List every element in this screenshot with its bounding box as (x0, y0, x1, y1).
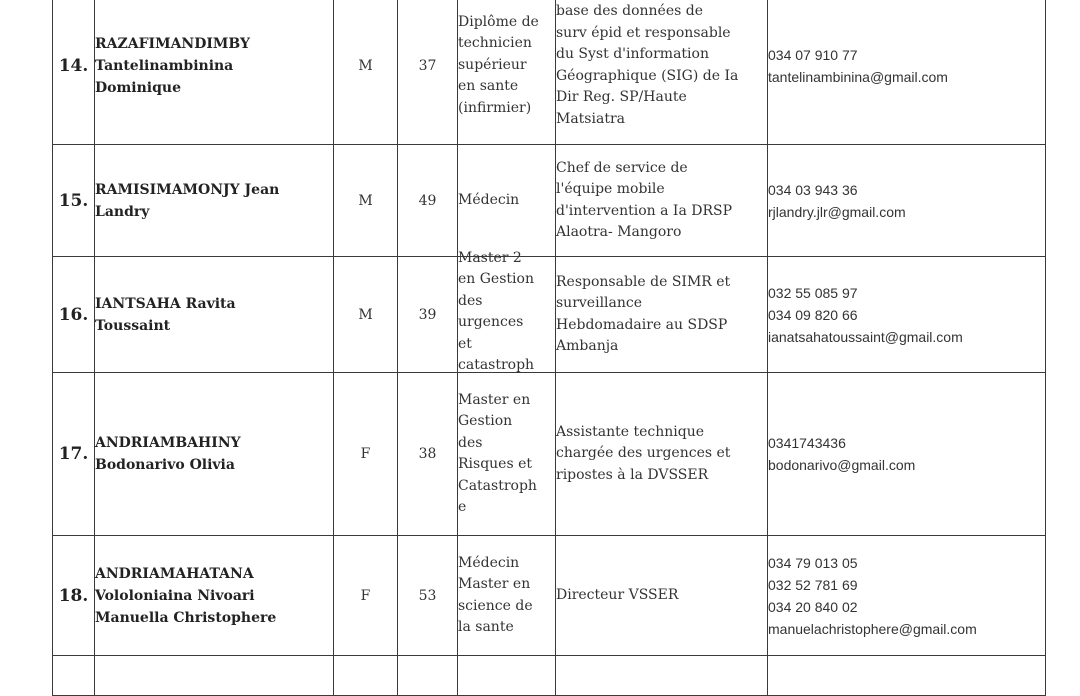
text-line: ANDRIAMAHATANA (95, 565, 254, 582)
empty-cell (768, 656, 1046, 696)
sex-cell: M (334, 257, 398, 373)
function-cell (556, 536, 768, 656)
text-line: ianatsahatoussaint@gmail.com (768, 328, 963, 345)
text-line: science de (458, 597, 533, 614)
sex-cell: F (334, 373, 398, 536)
text-line: Hebdomadaire au SDSP (556, 316, 728, 333)
contact-cell (768, 145, 1046, 257)
qualification-text (458, 390, 555, 519)
participant-name (95, 536, 334, 656)
function-text (556, 272, 767, 358)
text-line: manuelachristophere@gmail.com (768, 620, 977, 637)
text-line: Manuella Christophere (95, 609, 277, 626)
sex-cell: F (334, 536, 398, 656)
function-text (556, 585, 767, 607)
text-line: Médecin (458, 554, 520, 571)
contact-cell (768, 0, 1046, 145)
table-row (53, 257, 1046, 373)
text-line: urgences (458, 314, 524, 330)
text-line: Diplôme de (458, 13, 539, 30)
qualification-cell (458, 373, 556, 536)
text-line: catastroph (458, 357, 535, 373)
table-row (53, 0, 1046, 145)
age-cell: 53 (398, 536, 458, 656)
text-line: bodonarivo@gmail.com (768, 457, 916, 473)
function-text (556, 158, 767, 244)
text-line: Dir Reg. SP/Haute (556, 89, 687, 105)
row-number: 16. (53, 257, 95, 373)
table-row (53, 145, 1046, 257)
text-line: 0341743436 (768, 435, 846, 451)
text-line: technicien (458, 35, 532, 52)
text-line: rjlandry.jlr@gmail.com (768, 203, 906, 220)
qualification-cell (458, 249, 556, 373)
text-line: Ambanja (556, 338, 619, 354)
text-line: Landry (95, 203, 150, 220)
text-line: Alaotra- Mangoro (556, 224, 682, 240)
text-line: des (458, 292, 483, 309)
age-cell: 39 (398, 257, 458, 373)
text-line: 034 79 013 05 (768, 554, 858, 571)
function-cell (556, 373, 768, 536)
empty-cell (334, 656, 398, 696)
text-line: Chef de service de (556, 159, 688, 176)
text-line: ANDRIAMBAHINY (95, 435, 241, 451)
text-line: 032 55 085 97 (768, 284, 858, 301)
function-cell (556, 0, 768, 145)
qualification-text (458, 553, 555, 639)
text-line: en sante (458, 78, 519, 95)
text-line: surveillance (556, 295, 643, 311)
row-number: 14. (53, 0, 95, 145)
text-line: des (458, 434, 483, 451)
text-line: Assistante technique (556, 423, 705, 440)
function-text (556, 422, 767, 487)
function-cell (556, 145, 768, 257)
qualification-cell (458, 145, 556, 257)
text-line: IANTSAHA Ravita (95, 295, 236, 312)
qualification-cell (458, 536, 556, 656)
text-line: (infirmier) (458, 99, 532, 116)
text-line: Médecin (458, 191, 520, 208)
text-line: chargée des urgences et (556, 445, 731, 462)
sex-cell: M (334, 0, 398, 145)
text-line: Catastroph (458, 477, 537, 494)
participants-table (52, 0, 1046, 696)
text-line: Géographique (SIG) de Ia (556, 67, 739, 84)
text-line: 034 09 820 66 (768, 306, 858, 323)
row-number: 15. (53, 145, 95, 257)
text-line: Tantelinambinina (95, 57, 234, 74)
qualification-text (458, 190, 555, 212)
participant-name (95, 0, 334, 145)
age-cell: 37 (398, 0, 458, 145)
text-line: la sante (458, 619, 514, 635)
table-row-empty (53, 656, 1046, 696)
text-line: Matsiatra (556, 110, 625, 127)
text-line: RAZAFIMANDIMBY (95, 35, 250, 52)
text-line: 034 03 943 36 (768, 181, 858, 198)
empty-cell (398, 656, 458, 696)
text-line: d'intervention a Ia DRSP (556, 202, 733, 219)
table-body (53, 0, 1046, 696)
text-line: ripostes à la DVSSER (556, 466, 709, 483)
contact-cell (768, 536, 1046, 656)
text-line: du Syst d'information (556, 46, 709, 62)
text-line: Vololoniaina Nivoari (95, 587, 255, 604)
row-number: 18. (53, 536, 95, 656)
age-cell: 38 (398, 373, 458, 536)
qualification-text (458, 248, 555, 373)
table-row (53, 373, 1046, 536)
text-line: Directeur VSSER (556, 586, 679, 603)
text-line: base des données de (556, 3, 703, 19)
text-line: et (458, 335, 472, 352)
text-line: e (458, 499, 467, 515)
text-line: 034 20 840 02 (768, 598, 858, 615)
empty-cell (556, 656, 768, 696)
age-cell: 49 (398, 145, 458, 257)
text-line: tantelinambinina@gmail.com (768, 68, 948, 85)
text-line: 034 07 910 77 (768, 46, 858, 63)
sex-cell: M (334, 145, 398, 257)
empty-cell (95, 656, 334, 696)
participant-name (95, 145, 334, 257)
participant-name (95, 373, 334, 536)
text-line: Bodonarivo Olivia (95, 457, 235, 473)
contact-cell (768, 373, 1046, 536)
text-line: Dominique (95, 79, 181, 96)
function-cell (556, 257, 768, 373)
contact-cell (768, 257, 1046, 373)
text-line: Master en (458, 576, 531, 592)
text-line: supérieur (458, 56, 527, 73)
table-row (53, 536, 1046, 656)
text-line: surv épid et responsable (556, 24, 731, 41)
text-line: Gestion (458, 413, 513, 429)
text-line: l'équipe mobile (556, 181, 665, 197)
qualification-text (458, 12, 555, 120)
qualification-cell (458, 0, 556, 145)
empty-cell (53, 656, 95, 696)
row-number: 17. (53, 373, 95, 536)
empty-cell (458, 656, 556, 696)
text-line: en Gestion (458, 271, 534, 287)
text-line: 032 52 781 69 (768, 576, 858, 593)
text-line: Master 2 (458, 249, 522, 266)
text-line: Toussaint (95, 317, 171, 334)
participant-name (95, 257, 334, 373)
text-line: Risques et (458, 456, 533, 472)
text-line: Master en (458, 391, 531, 408)
function-text (556, 1, 767, 130)
text-line: Responsable de SIMR et (556, 273, 731, 290)
text-line: RAMISIMAMONJY Jean (95, 181, 280, 198)
